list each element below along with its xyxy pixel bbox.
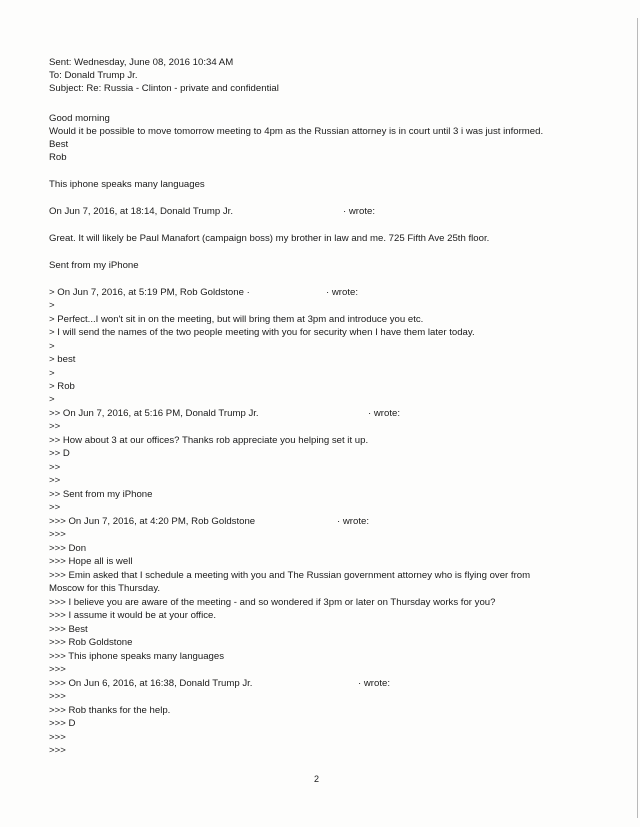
email-line: >: [49, 341, 55, 352]
email-line: >>> On Jun 7, 2016, at 4:20 PM, Rob Goldstone: [49, 516, 256, 527]
email-line: > I will send the names of the two people meeting with you for security when I have them later today.: [49, 327, 475, 338]
email-line: This iphone speaks many languages: [49, 179, 205, 190]
wrote-label: · wrote:: [358, 678, 390, 689]
email-line: > Perfect...I won't sit in on the meeting, but will bring them at 3pm and introduce you etc.: [49, 314, 424, 325]
email-line: >>: [49, 475, 61, 486]
email-line: >>> Emin asked that I schedule a meeting with you and The Russian government attorney who is flying over from: [49, 570, 531, 581]
to-line: To: Donald Trump Jr.: [49, 70, 138, 81]
email-line: >>> Don: [49, 543, 87, 554]
email-line: > On Jun 7, 2016, at 5:19 PM, Rob Goldstone ·: [49, 287, 250, 298]
email-line: > Rob: [49, 381, 75, 392]
email-line: >>: [49, 421, 61, 432]
email-line: >>>: [49, 529, 66, 540]
email-line: >>> D: [49, 718, 76, 729]
email-line: >>>: [49, 745, 66, 756]
email-line: >: [49, 300, 55, 311]
email-line: >: [49, 368, 55, 379]
email-line: >> Sent from my iPhone: [49, 489, 153, 500]
email-line: >>> Hope all is well: [49, 556, 133, 567]
email-line: >>> This iphone speaks many languages: [49, 651, 225, 662]
subject-line: Subject: Re: Russia - Clinton - private and confidential: [49, 83, 279, 94]
wrote-label: · wrote:: [343, 206, 375, 217]
page-number: 2: [314, 774, 320, 784]
wrote-label: · wrote:: [368, 408, 400, 419]
email-line: >>> Rob thanks for the help.: [49, 705, 171, 716]
wrote-label: · wrote:: [337, 516, 369, 527]
wrote-label: · wrote:: [326, 287, 358, 298]
email-line: >>: [49, 462, 61, 473]
email-line: Great. It will likely be Paul Manafort (campaign boss) my brother in law and me. 725 Fifth Ave 25th floor.: [49, 233, 490, 244]
email-line: >> How about 3 at our offices? Thanks rob appreciate you helping set it up.: [49, 435, 369, 446]
email-line: >> On Jun 7, 2016, at 5:16 PM, Donald Trump Jr.: [49, 408, 259, 419]
email-line: >>> Best: [49, 624, 88, 635]
email-line: >>> Rob Goldstone: [49, 637, 133, 648]
email-line: Rob: [49, 152, 67, 163]
email-line: >>> I believe you are aware of the meeting - and so wondered if 3pm or later on Thursday works for you?: [49, 597, 496, 608]
email-line: >>>: [49, 691, 66, 702]
email-line: >>>: [49, 732, 66, 743]
email-line: On Jun 7, 2016, at 18:14, Donald Trump Jr.: [49, 206, 233, 217]
email-line: Sent from my iPhone: [49, 260, 139, 271]
sent-line: Sent: Wednesday, June 08, 2016 10:34 AM: [49, 57, 234, 68]
email-line: >>> On Jun 6, 2016, at 16:38, Donald Trump Jr.: [49, 678, 253, 689]
email-line: > best: [49, 354, 76, 365]
email-line: >>: [49, 502, 61, 513]
email-line: >>>: [49, 664, 66, 675]
email-line: Good morning: [49, 113, 110, 124]
email-line: >>> I assume it would be at your office.: [49, 610, 217, 621]
email-line: >> D: [49, 448, 70, 459]
page-edge-line: [637, 18, 638, 818]
email-line: >: [49, 394, 55, 405]
email-line: Best: [49, 139, 69, 150]
email-line: Would it be possible to move tomorrow meeting to 4pm as the Russian attorney is in court until 3 i was just informed.: [49, 126, 544, 137]
email-line: Moscow for this Thursday.: [49, 583, 161, 594]
